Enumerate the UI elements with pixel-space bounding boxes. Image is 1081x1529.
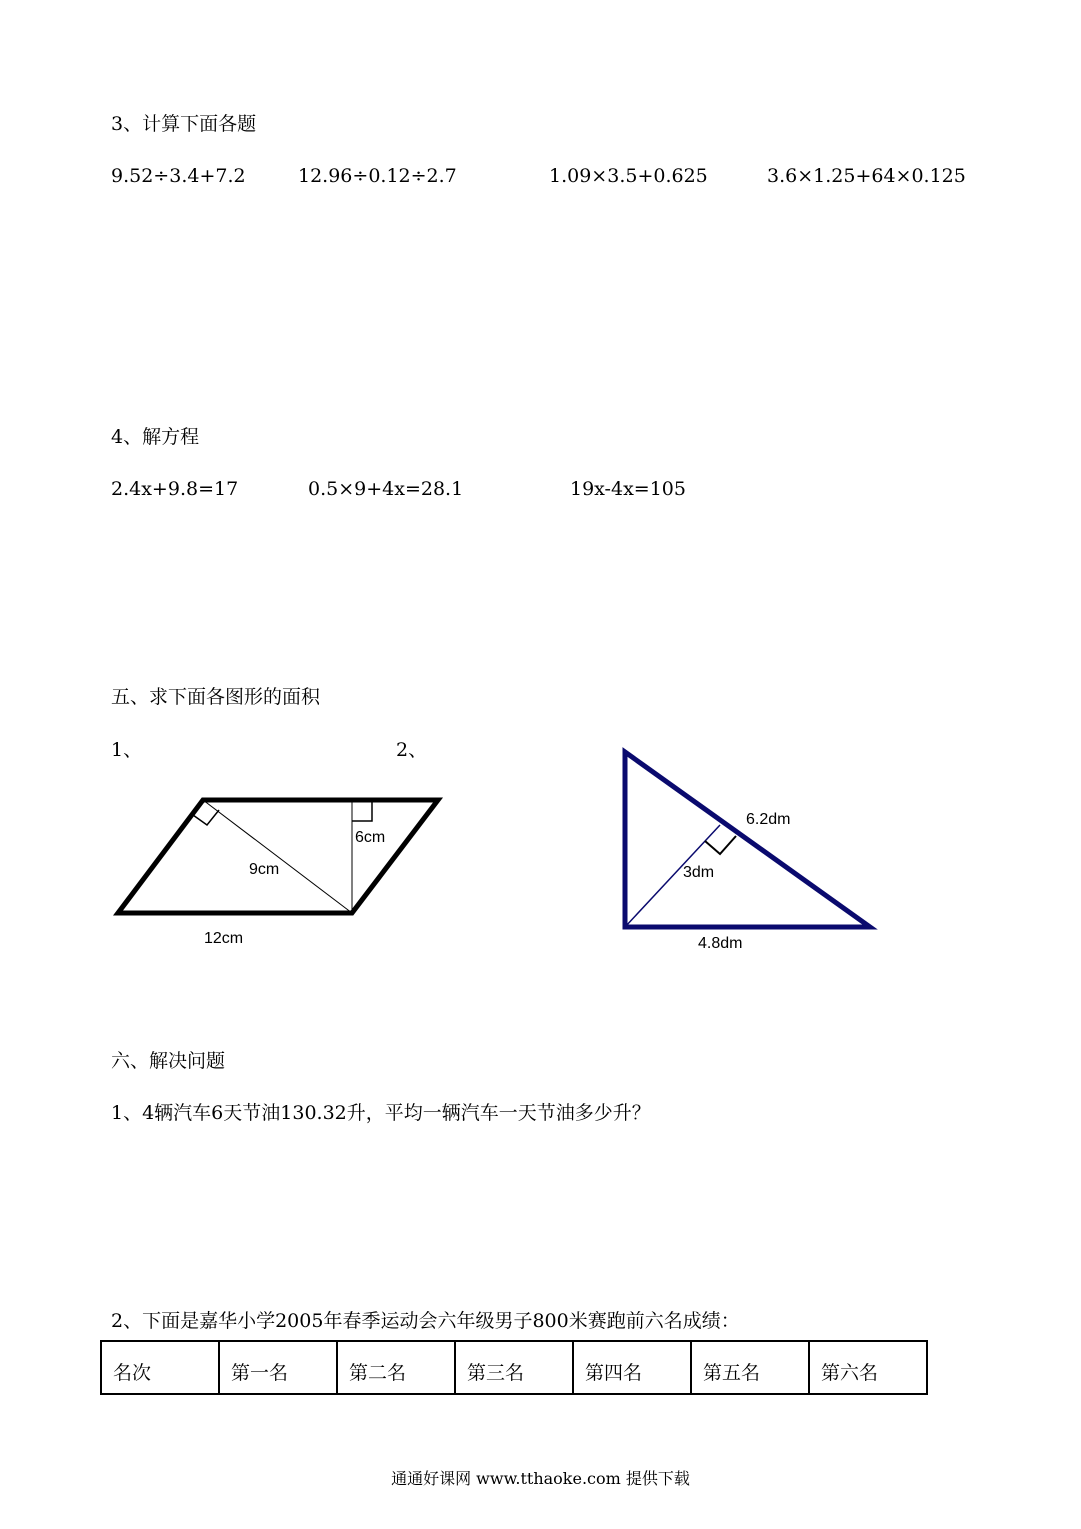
ranking-table bbox=[100, 1340, 928, 1395]
table-cell-second: 第二名 bbox=[337, 1341, 455, 1394]
figure1-number: 1、 bbox=[111, 739, 143, 761]
table-cell-fourth: 第四名 bbox=[573, 1341, 691, 1394]
section4-heading: 4、解方程 bbox=[111, 426, 200, 448]
table-cell-third: 第三名 bbox=[455, 1341, 573, 1394]
right-angle-mark-1 bbox=[352, 800, 372, 821]
question-1: 1、4辆汽车6天节油130.32升，平均一辆汽车一天节油多少升？ bbox=[111, 1102, 651, 1124]
parallelogram-height-label: 6cm bbox=[355, 829, 386, 846]
triangle-height-label: 3dm bbox=[683, 864, 715, 881]
page-footer: 通通好课网 www.tthaoke.com 提供下载 bbox=[391, 1469, 690, 1488]
figure2-number: 2、 bbox=[396, 739, 428, 761]
section6-heading: 六、解决问题 bbox=[111, 1050, 226, 1072]
section3-heading: 3、计算下面各题 bbox=[111, 113, 257, 135]
equation-1: 2.4x+9.8=17 bbox=[111, 478, 239, 500]
triangle-hypotenuse-label: 6.2dm bbox=[746, 811, 791, 828]
triangle-figure bbox=[625, 752, 870, 927]
parallelogram-diagonal-label: 9cm bbox=[249, 861, 280, 878]
calc-problem-3: 1.09×3.5+0.625 bbox=[549, 165, 708, 187]
section5-heading: 五、求下面各图形的面积 bbox=[111, 686, 321, 708]
parallelogram-base-label: 12cm bbox=[204, 930, 244, 947]
calc-problem-4: 3.6×1.25+64×0.125 bbox=[767, 165, 966, 187]
triangle-base-label: 4.8dm bbox=[698, 935, 743, 952]
calc-problem-2: 12.96÷0.12÷2.7 bbox=[298, 165, 457, 187]
equation-2: 0.5×9+4x=28.1 bbox=[308, 478, 464, 500]
table-cell-first: 第一名 bbox=[219, 1341, 337, 1394]
table-cell-sixth: 第六名 bbox=[809, 1341, 927, 1394]
table-cell-fifth: 第五名 bbox=[691, 1341, 809, 1394]
question-2: 2、下面是嘉华小学2005年春季运动会六年级男子800米赛跑前六名成绩： bbox=[111, 1310, 740, 1332]
parallelogram-figure bbox=[118, 800, 438, 913]
equation-3: 19x-4x=105 bbox=[570, 478, 686, 500]
parallelogram-diagonal-height bbox=[203, 800, 352, 913]
table-row bbox=[101, 1341, 927, 1394]
right-angle-mark-3 bbox=[705, 836, 736, 854]
table-cell-rank-header: 名次 bbox=[101, 1341, 219, 1394]
calc-problem-1: 9.52÷3.4+7.2 bbox=[111, 165, 246, 187]
